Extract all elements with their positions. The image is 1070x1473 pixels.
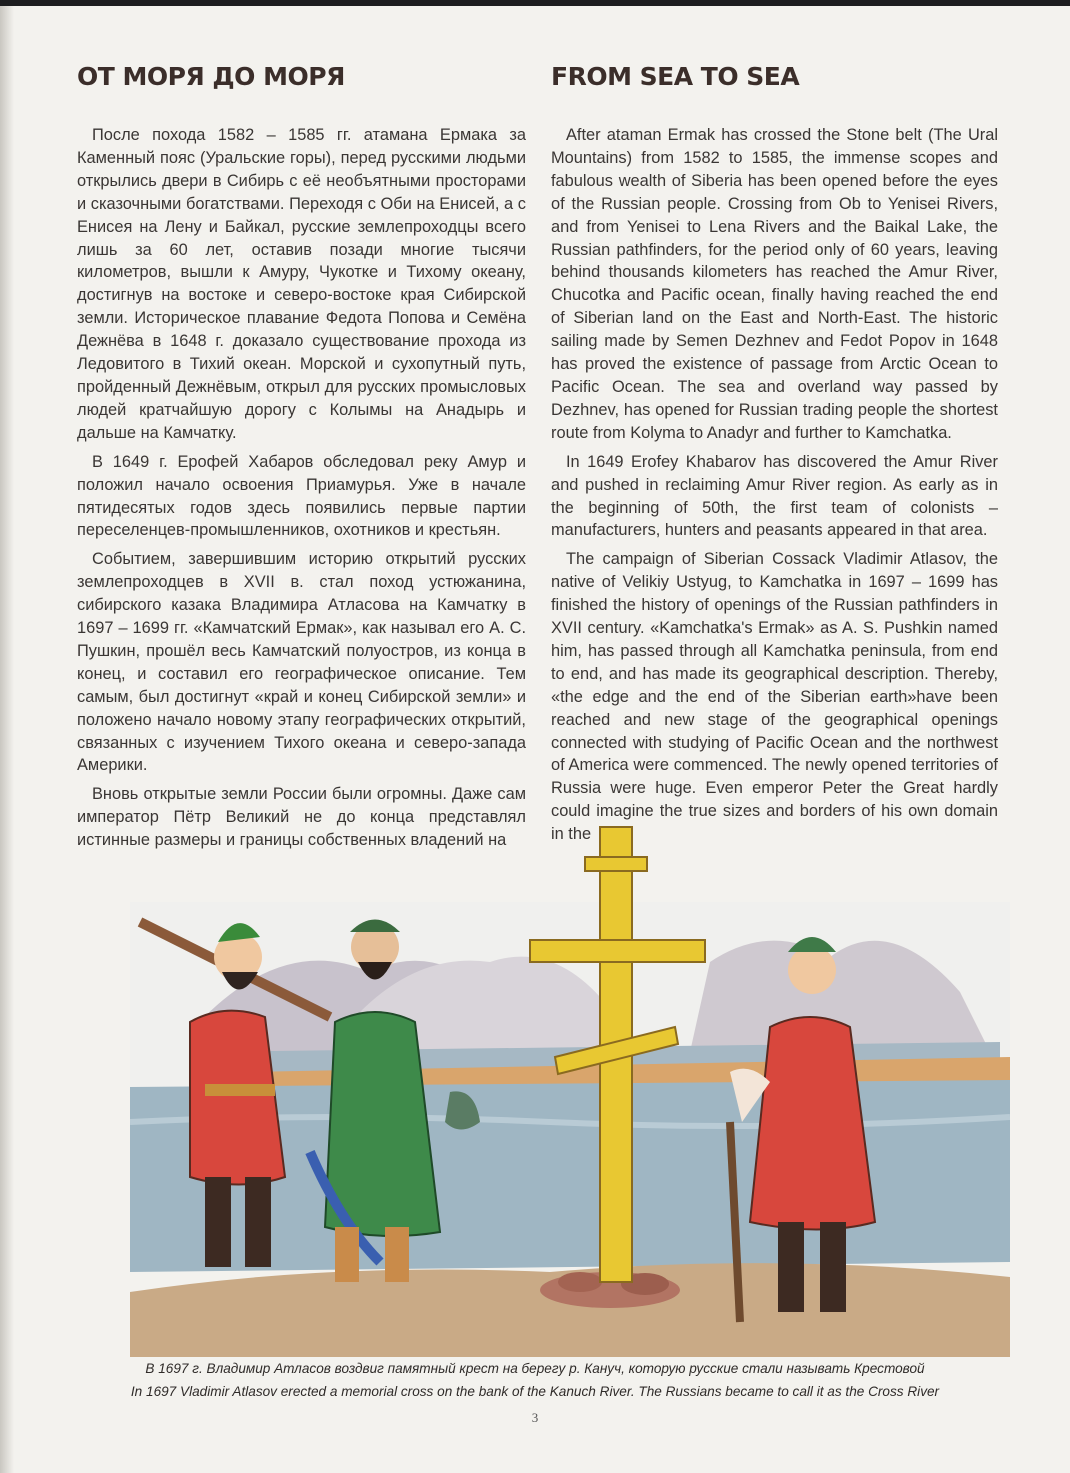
caption-russian: В 1697 г. Владимир Атласов воздвиг памятный крест на берегу р. Кануч, которую русские стали называть Крестовой [145, 1361, 925, 1376]
en-paragraph-3: The campaign of Siberian Cossack Vladimir Atlasov, the native of Velikiy Ustyug, to Kamchatka in 1697 – 1699 has finished the history of openings of the Russian pathfinders in XVII century. «Kamchatka's Ermak» as A. S. Pushkin named him, has passed through all Kamchatka peninsula, from end to end, and has made its geographical description. Thereby, «the edge and the end of the Siberian earth»have been reached and new stage of the geographical openings connected with studying of Pacific Ocean and the northwest of America were commenced. The newly opened territories of Russia were huge. Even emperor Peter the Great hardly could imagine the true sizes and borders of his own domain in the [551, 550, 998, 844]
heading-russian: ОТ МОРЯ ДО МОРЯ [77, 62, 345, 91]
heading-english: FROM SEA TO SEA [551, 62, 800, 91]
ru-paragraph-1: После похода 1582 – 1585 гг. атамана Ермака за Каменный пояс (Уральские горы), перед русскими людьми открылись двери в Сибирь с её необъятными просторами и сказочными богатствами. Переходя с Оби на Енисей, а с Енисея на Лену и Байкал, русские землепроходцы всего лишь за 60 лет, оставив позади многие тысячи километров, вышли к Амуру, Чукотке и Тихому океану, достигнув на востоке и северо-востоке края Сибирской земли. Историческое плавание Федота Попова и Семёна Дежнёва в 1648 г. доказало существование прохода из Ледовитого в Тихий океан. Морской и сухопутный путь, пройденный Дежнёвым, открыл для русских промысловых людей кратчайшую дорогу с Колымы на Анадырь и дальше на Камчатку. [77, 126, 526, 442]
en-paragraph-1: After ataman Ermak has crossed the Stone belt (The Ural Mountains) from 1582 to 1585, the immense scopes and fabulous wealth of Siberia has been opened before the eyes of the Russian people. Crossing from Ob to Yenisei Rivers, and from Yenisei to Lena Rivers and the Baikal Lake, the Russian pathfinders, for the period only of 60 years, leaving behind thousands kilometers has reached the Amur River, Chucotka and Pacific ocean, finally having reached the end of Siberian land on the East and North-East. The historic sailing made by Semen Dezhnev and Fedot Popov in 1648 has proved the existence of passage from Arctic Ocean to Pacific Ocean. The sea and overland way passed by Dezhnev, has opened for Russian trading people the shortest route from Kolyma to Anadyr and further to Kamchatka. [551, 126, 998, 442]
ru-paragraph-2: В 1649 г. Ерофей Хабаров обследовал реку Амур и положил начало освоения Приамурья. Уже в начале пятидесятых годов здесь появились первые партии переселенцев-промышленников, охотников и крестьян. [77, 452, 526, 540]
english-text-column [551, 124, 998, 852]
ru-paragraph-4: Вновь открытые земли России были огромны. Даже сам император Пётр Великий не до конца представлял истинные размеры и границы собственных владений на [77, 785, 526, 850]
caption-english: In 1697 Vladimir Atlasov erected a memorial cross on the bank of the Kanuch River. The Russians became to call it as the Cross River [130, 1384, 940, 1399]
page-number: 3 [531, 1410, 539, 1425]
top-edge-bar [0, 0, 1070, 6]
en-paragraph-2: In 1649 Erofey Khabarov has discovered the Amur River and pushed in reclaiming Amur River region. As early as in the beginning of 50th, the first team of colonists – manufacturers, hunters and peasants appeared in that area. [551, 452, 998, 540]
page-spine-shadow [0, 6, 14, 1473]
ru-paragraph-3: Событием, завершившим историю открытий русских землепроходцев в XVII в. стал поход устюжанина, сибирского казака Владимира Атласова на Камчатку в 1697 – 1699 гг. «Камчатский Ермак», как называл его А. С. Пушкин, прошёл весь Камчатский полуостров, из конца в конец, и составил его географическое описание. Тем самым, был достигнут «край и конец Сибирской земли» и положено начало новому этапу географических открытий, связанных с изучением Тихого океана и северо-запада Америки. [77, 550, 526, 775]
illustration-memorial-cross [130, 822, 1010, 1357]
russian-text-column [77, 124, 526, 858]
